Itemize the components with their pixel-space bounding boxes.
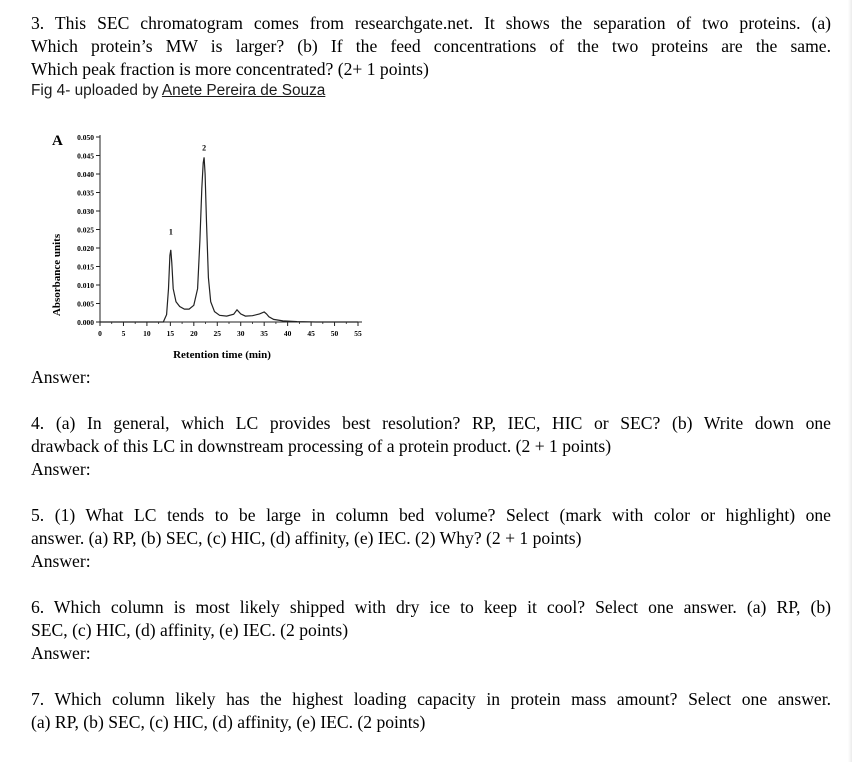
chart-y-tick-label: 0.050 (77, 133, 94, 142)
chart-y-tick-label: 0.045 (77, 151, 94, 161)
question-4-line: 4. (a) In general, which LC provides best resolution? RP, IEC, HIC or SEC? (b) Write down one (31, 413, 831, 433)
chart-y-tick-label: 0.035 (77, 188, 94, 198)
chart-y-ticks (77, 133, 100, 327)
question-3-line: Which protein’s MW is larger? (b) If the feed concentrations of the two proteins are the same. (31, 36, 831, 56)
question-3-line: 3. This SEC chromatogram comes from researchgate.net. It shows the separation of two proteins. (a) (31, 13, 831, 33)
chart-x-axis-label: Retention time (min) (173, 349, 271, 361)
sec-chromatogram-chart (40, 125, 370, 365)
question-5-line: 5. (1) What LC tends to be large in column bed volume? Select (mark with color or highlight) one (31, 505, 831, 525)
question-3-text (31, 12, 831, 81)
question-5-text (31, 504, 831, 550)
chart-x-tick-label: 10 (143, 329, 151, 338)
question-4-text (31, 412, 831, 458)
question-5-line: answer. (a) RP, (b) SEC, (c) HIC, (d) affinity, (e) IEC. (2) Why? (2 + 1 points) (31, 528, 582, 548)
question-7-text (31, 688, 831, 734)
chart-y-axis-label: Absorbance units (51, 233, 63, 317)
chart-x-ticks (98, 322, 362, 338)
question-5-answer-label: Answer: (31, 551, 91, 571)
chart-x-tick-label: 55 (354, 329, 362, 338)
question-6-line: SEC, (c) HIC, (d) affinity, (e) IEC. (2 points) (31, 620, 349, 640)
figure-caption-prefix: Fig 4- uploaded by (31, 82, 162, 99)
chart-series-line (100, 157, 358, 322)
chart-x-tick-label: 35 (260, 329, 268, 338)
chart-x-tick-label: 15 (166, 329, 175, 338)
chart-y-tick-label: 0.030 (77, 207, 94, 216)
chart-y-tick-label: 0.025 (77, 225, 94, 235)
chart-y-tick-label: 0.040 (77, 170, 94, 179)
question-6-line: 6. Which column is most likely shipped with dry ice to keep it cool? Select one answer. (a) RP, (b) (31, 597, 831, 617)
question-4-line: drawback of this LC in downstream processing of a protein product. (2 + 1 points) (31, 436, 612, 456)
chart-panel-label: A (52, 133, 63, 149)
chart-y-tick-label: 0.000 (77, 318, 94, 327)
question-7-line: (a) RP, (b) SEC, (c) HIC, (d) affinity, (e) IEC. (2 points) (31, 712, 426, 732)
chart-y-tick-label: 0.005 (77, 299, 94, 309)
question-4-answer-label: Answer: (31, 459, 91, 479)
question-6-answer-label: Answer: (31, 643, 91, 663)
chart-x-tick-label: 0 (98, 329, 102, 338)
chart-x-tick-label: 5 (121, 329, 126, 338)
chart-y-tick-label: 0.020 (77, 244, 94, 253)
page-edge-shadow (848, 0, 852, 762)
chart-x-tick-label: 30 (236, 329, 245, 338)
figure-caption (31, 82, 325, 100)
chart-x-tick-label: 25 (213, 329, 222, 338)
chart-x-tick-label: 40 (283, 329, 292, 338)
question-3-answer-label: Answer: (31, 367, 91, 387)
chart-y-tick-label: 0.015 (77, 262, 94, 272)
question-6-text (31, 596, 831, 642)
chart-peak-label: 2 (202, 143, 207, 153)
question-3-line: Which peak fraction is more concentrated? (2+ 1 points) (31, 59, 429, 79)
chart-y-tick-label: 0.010 (77, 281, 94, 290)
question-7-line: 7. Which column likely has the highest loading capacity in protein mass amount? Select one answer. (31, 689, 831, 709)
chart-x-tick-label: 45 (307, 329, 315, 338)
chart-x-tick-label: 20 (190, 329, 198, 338)
chart-peak-label: 1 (168, 227, 173, 237)
chart-axes (100, 135, 362, 322)
chart-x-tick-label: 50 (330, 329, 339, 338)
figure-author-link[interactable]: Anete Pereira de Souza (161, 82, 326, 99)
